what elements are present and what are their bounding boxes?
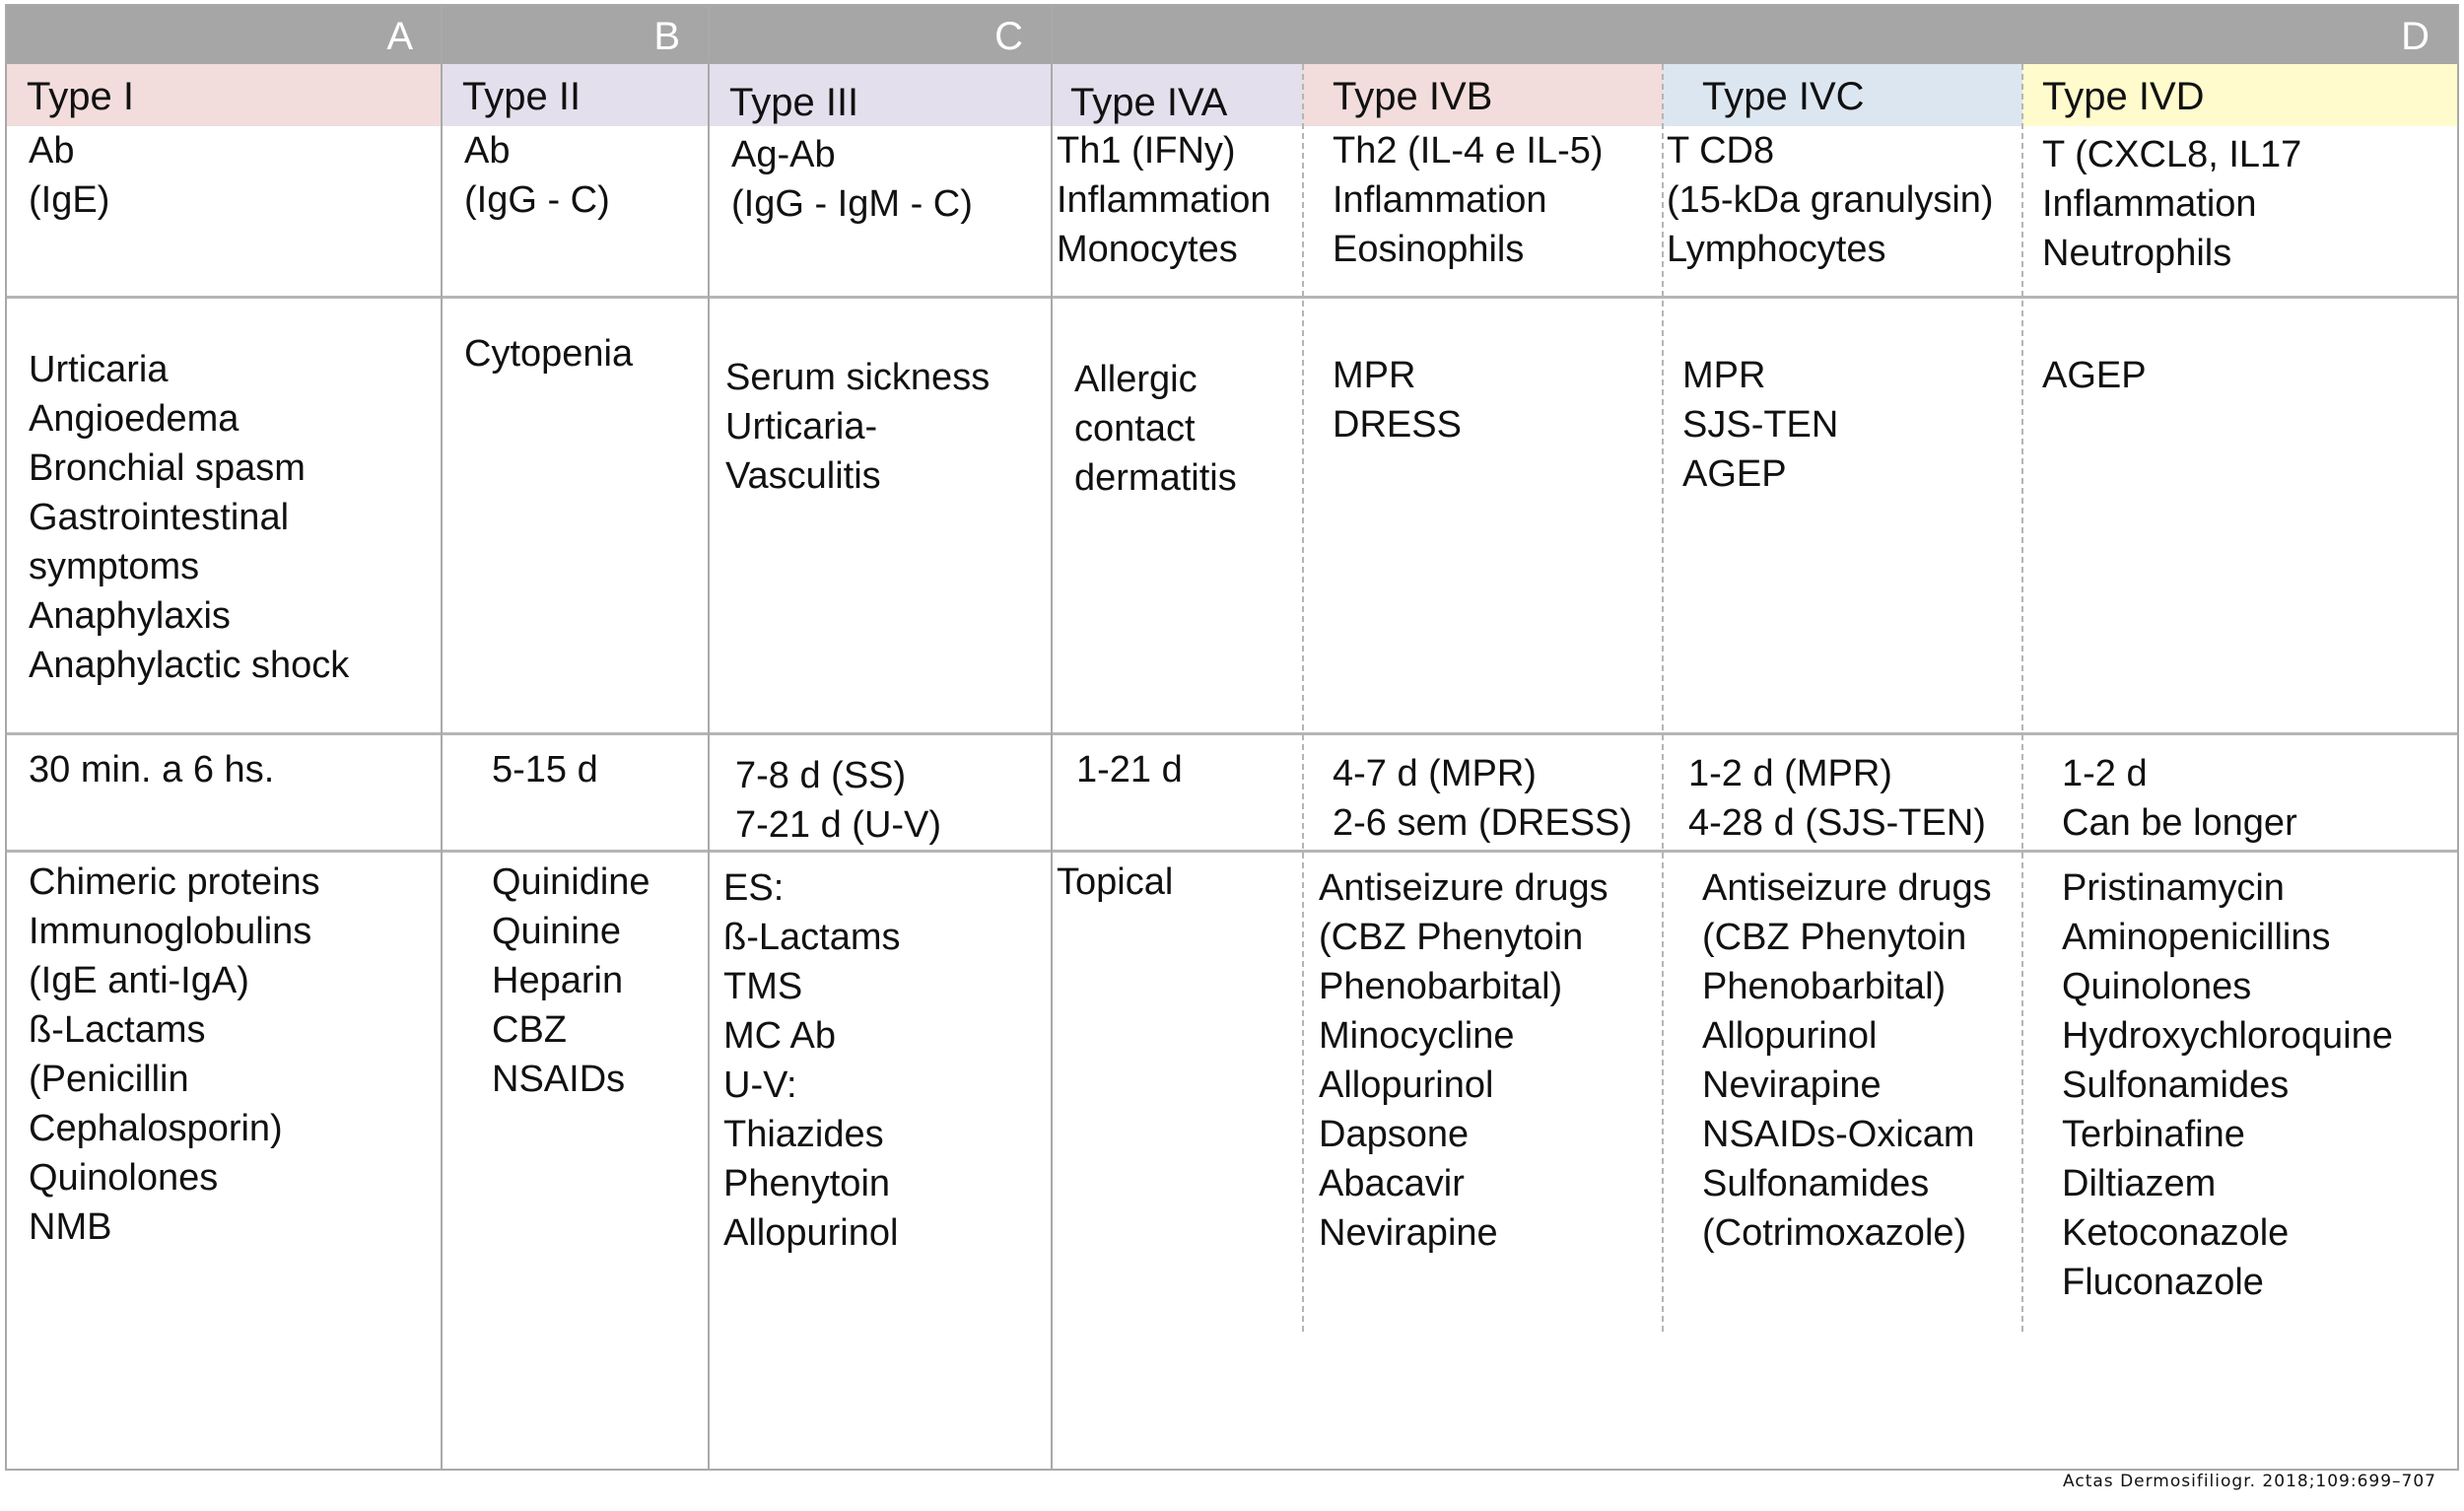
clinical-line: DRESS xyxy=(1333,404,1462,446)
drugs-line: Thiazides xyxy=(723,1114,884,1155)
drugs-line: Heparin xyxy=(492,960,624,1001)
mechanism-line: Lymphocytes xyxy=(1667,229,1886,270)
clinical-line: MPR xyxy=(1333,355,1416,396)
drugs-line: Sulfonamides xyxy=(1702,1163,1930,1204)
cell-mechanism-type-iva xyxy=(1053,126,1303,274)
cell-clinical-type-ivc xyxy=(1663,351,2022,499)
group-header-b: B xyxy=(443,6,710,64)
group-header-d: D xyxy=(1053,6,2457,64)
time-line: 1-2 d (MPR) xyxy=(1688,753,1892,794)
drugs-line: Dapsone xyxy=(1319,1114,1470,1155)
cell-drugs-type-iii xyxy=(710,863,1053,1258)
drugs-line: Quinolones xyxy=(29,1157,219,1199)
drugs-line: Quinolones xyxy=(2062,966,2252,1007)
drugs-line: Ketoconazole xyxy=(2062,1212,2290,1254)
drugs-line: MC Ab xyxy=(723,1015,837,1057)
mechanism-line: (IgG - IgM - C) xyxy=(731,183,973,225)
cell-drugs-type-iva xyxy=(1053,858,1303,907)
time-line: 7-8 d (SS) xyxy=(735,755,907,796)
group-header-c: C xyxy=(710,6,1053,64)
drugs-line: Immunoglobulins xyxy=(29,911,312,952)
drugs-line: Diltiazem xyxy=(2062,1163,2217,1204)
time-line: 7-21 d (U-V) xyxy=(735,804,942,846)
type-header-iii: Type III xyxy=(710,64,1053,126)
clinical-line: AGEP xyxy=(2042,355,2147,396)
mechanism-line: Inflammation xyxy=(1057,179,1271,221)
drugs-line: ß-Lactams xyxy=(723,917,901,958)
drugs-line: Abacavir xyxy=(1319,1163,1465,1204)
mechanism-line: Monocytes xyxy=(1057,229,1238,270)
drugs-line: ß-Lactams xyxy=(29,1009,206,1051)
mechanism-line: Th2 (IL-4 e IL-5) xyxy=(1333,130,1604,172)
type-header-i: Type I xyxy=(7,64,443,126)
clinical-line: Anaphylaxis xyxy=(29,595,231,637)
cell-time-type-ivd xyxy=(2022,749,2457,848)
mechanism-line: Inflammation xyxy=(2042,183,2257,225)
cell-clinical-type-ivb xyxy=(1303,351,1663,449)
drugs-line: (IgE anti-IgA) xyxy=(29,960,249,1001)
clinical-line: AGEP xyxy=(1682,453,1787,495)
row-divider xyxy=(7,296,2457,299)
drugs-line: Allopurinol xyxy=(1702,1015,1878,1057)
drugs-line: NSAIDs xyxy=(492,1059,626,1100)
drugs-line: (CBZ Phenytoin xyxy=(1702,917,1967,958)
row-divider xyxy=(7,850,2457,853)
cell-time-type-iii xyxy=(710,751,1053,850)
type-header-ii: Type II xyxy=(443,64,710,126)
drugs-line: NMB xyxy=(29,1206,112,1248)
drugs-line: (Cotrimoxazole) xyxy=(1702,1212,1967,1254)
drugs-line: CBZ xyxy=(492,1009,567,1051)
clinical-line: contact xyxy=(1074,408,1196,449)
drugs-line: Antiseizure drugs xyxy=(1319,867,1608,909)
drugs-line: TMS xyxy=(723,966,803,1007)
clinical-line: MPR xyxy=(1682,355,1766,396)
cell-drugs-type-ivd xyxy=(2022,863,2457,1307)
cell-clinical-type-iva xyxy=(1053,355,1303,503)
time-line: 30 min. a 6 hs. xyxy=(29,749,275,790)
time-line: 1-2 d xyxy=(2062,753,2148,794)
type-header-iva: Type IVA xyxy=(1053,64,1303,126)
drugs-line: (CBZ Phenytoin xyxy=(1319,917,1584,958)
clinical-line: Serum sickness xyxy=(725,357,991,398)
hypersensitivity-table xyxy=(5,4,2459,1471)
drugs-line: Nevirapine xyxy=(1319,1212,1498,1254)
drugs-line: Quinine xyxy=(492,911,621,952)
cell-drugs-type-ivb xyxy=(1303,863,1663,1258)
drugs-line: Topical xyxy=(1057,861,1174,903)
mechanism-line: T CD8 xyxy=(1667,130,1775,172)
type-header-ivd: Type IVD xyxy=(2022,64,2457,126)
time-line: 4-28 d (SJS-TEN) xyxy=(1688,802,1986,844)
type-header-ivb: Type IVB xyxy=(1303,64,1663,126)
time-line: 4-7 d (MPR) xyxy=(1333,753,1537,794)
group-header-a: A xyxy=(7,6,443,64)
drugs-line: Antiseizure drugs xyxy=(1702,867,1992,909)
type-header-ivc: Type IVC xyxy=(1663,64,2022,126)
clinical-line: Vasculitis xyxy=(725,455,881,497)
cell-mechanism-type-ii xyxy=(443,126,710,225)
drugs-line: Quinidine xyxy=(492,861,650,903)
clinical-line: symptoms xyxy=(29,546,200,587)
drugs-line: Nevirapine xyxy=(1702,1065,1882,1106)
drugs-line: Minocycline xyxy=(1319,1015,1515,1057)
cell-drugs-type-i xyxy=(7,858,443,1252)
cell-drugs-type-ivc xyxy=(1663,863,2022,1258)
mechanism-line: Ab xyxy=(29,130,75,172)
mechanism-line: Ag-Ab xyxy=(731,134,836,175)
drugs-line: Chimeric proteins xyxy=(29,861,320,903)
mechanism-line: Neutrophils xyxy=(2042,233,2232,274)
drugs-line: U-V: xyxy=(723,1065,797,1106)
drugs-line: Terbinafine xyxy=(2062,1114,2245,1155)
drugs-line: Aminopenicillins xyxy=(2062,917,2331,958)
time-line: 1-21 d xyxy=(1076,749,1183,790)
clinical-line: Bronchial spasm xyxy=(29,447,306,489)
mechanism-line: Eosinophils xyxy=(1333,229,1525,270)
drugs-line: Fluconazole xyxy=(2062,1262,2264,1303)
drugs-line: NSAIDs-Oxicam xyxy=(1702,1114,1975,1155)
mechanism-line: (15-kDa granulysin) xyxy=(1667,179,1994,221)
cell-mechanism-type-ivd xyxy=(2022,130,2457,278)
time-line: 5-15 d xyxy=(492,749,598,790)
drugs-line: Sulfonamides xyxy=(2062,1065,2290,1106)
clinical-line: Urticaria xyxy=(29,349,169,390)
cell-drugs-type-ii xyxy=(443,858,710,1104)
clinical-line: Angioedema xyxy=(29,398,240,440)
clinical-line: Urticaria- xyxy=(725,406,878,447)
cell-mechanism-type-ivc xyxy=(1663,126,2022,274)
cell-clinical-type-ivd xyxy=(2022,351,2457,400)
row-divider xyxy=(7,732,2457,735)
drugs-line: Allopurinol xyxy=(723,1212,899,1254)
cell-clinical-type-ii xyxy=(443,329,710,378)
clinical-line: Allergic xyxy=(1074,359,1198,400)
time-line: 2-6 sem (DRESS) xyxy=(1333,802,1633,844)
citation: Actas Dermosifiliogr. 2018;109:699–707 xyxy=(2063,1472,2436,1491)
cell-time-type-i xyxy=(7,745,443,794)
drugs-line: Phenobarbital) xyxy=(1702,966,1947,1007)
drugs-line: (Penicillin xyxy=(29,1059,189,1100)
cell-clinical-type-iii xyxy=(710,353,1053,501)
cell-time-type-iva xyxy=(1053,745,1303,794)
drugs-line: Pristinamycin xyxy=(2062,867,2285,909)
clinical-line: Gastrointestinal xyxy=(29,497,290,538)
mechanism-line: Th1 (IFNy) xyxy=(1057,130,1236,172)
mechanism-line: Inflammation xyxy=(1333,179,1547,221)
cell-clinical-type-i xyxy=(7,345,443,690)
time-line: Can be longer xyxy=(2062,802,2297,844)
cell-time-type-ii xyxy=(443,745,710,794)
drugs-line: Hydroxychloroquine xyxy=(2062,1015,2393,1057)
drugs-line: Phenytoin xyxy=(723,1163,891,1204)
clinical-line: SJS-TEN xyxy=(1682,404,1839,446)
cell-time-type-ivc xyxy=(1663,749,2022,848)
mechanism-line: T (CXCL8, IL17 xyxy=(2042,134,2302,175)
cell-mechanism-type-iii xyxy=(710,130,1053,229)
drugs-line: Phenobarbital) xyxy=(1319,966,1563,1007)
cell-mechanism-type-i xyxy=(7,126,443,225)
clinical-line: Anaphylactic shock xyxy=(29,645,350,686)
drugs-line: ES: xyxy=(723,867,785,909)
mechanism-line: Ab xyxy=(464,130,511,172)
mechanism-line: (IgE) xyxy=(29,179,110,221)
clinical-line: dermatitis xyxy=(1074,457,1237,499)
clinical-line: Cytopenia xyxy=(464,333,634,375)
drugs-line: Allopurinol xyxy=(1319,1065,1494,1106)
drugs-line: Cephalosporin) xyxy=(29,1108,283,1149)
mechanism-line: (IgG - C) xyxy=(464,179,610,221)
cell-mechanism-type-ivb xyxy=(1303,126,1663,274)
cell-time-type-ivb xyxy=(1303,749,1663,848)
